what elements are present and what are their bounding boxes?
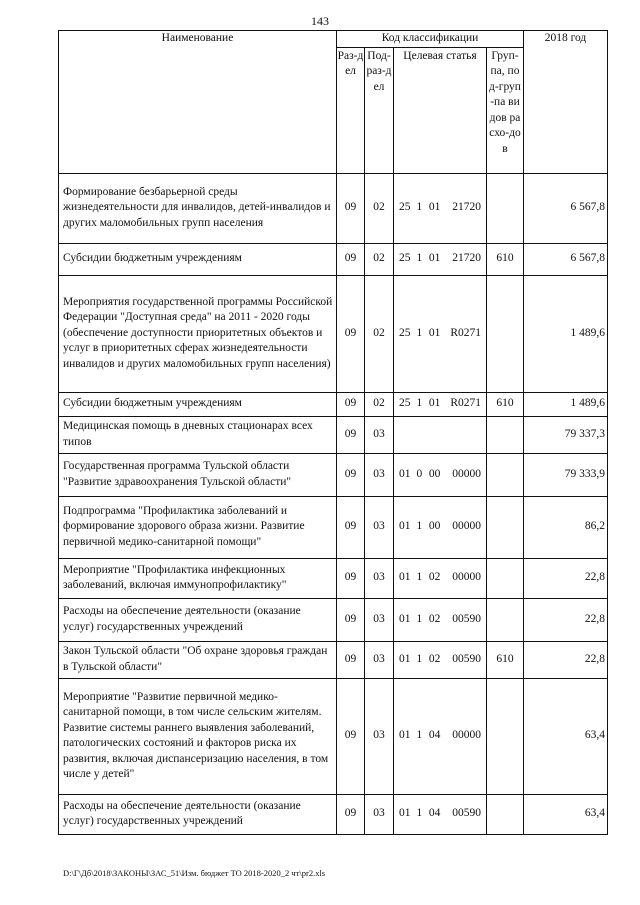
article-part-a4: 00000 <box>452 571 481 584</box>
row-podrazdel: 03 <box>365 496 394 558</box>
article-part-a3: 00 <box>428 520 441 533</box>
table-body <box>59 173 608 834</box>
row-name: Расходы на обеспечение деятельности (оказание услуг) государственных учреждений <box>59 598 337 641</box>
row-name: Государственная программа Тульской области "Развитие здравоохранения Тульской области" <box>59 453 337 496</box>
table-row <box>59 558 608 598</box>
row-razdel: 09 <box>337 453 365 496</box>
article-part-a2: 1 <box>416 807 423 820</box>
row-podrazdel: 03 <box>365 416 394 453</box>
article-part-a2: 1 <box>416 397 423 410</box>
row-razdel: 09 <box>337 275 365 392</box>
row-article <box>394 416 487 453</box>
article-part-a3: 01 <box>428 326 441 339</box>
article-part-a3: 01 <box>428 201 441 214</box>
row-amount: 86,2 <box>524 496 608 558</box>
article-part-a1: 01 <box>399 571 411 584</box>
table-row <box>59 794 608 834</box>
row-podrazdel: 03 <box>365 794 394 834</box>
row-name: Мероприятие "Профилактика инфекционных заболеваний, включая иммунопрофилактику" <box>59 558 337 598</box>
row-article <box>394 641 487 678</box>
article-part-a4: 00590 <box>452 612 481 625</box>
row-name: Закон Тульской области "Об охране здоровья граждан в Тульской области" <box>59 641 337 678</box>
table-row <box>59 641 608 678</box>
article-part-a2: 1 <box>416 652 423 665</box>
article-part-a2: 1 <box>416 729 423 742</box>
article-part-a3: 01 <box>428 397 441 410</box>
row-podrazdel: 02 <box>365 392 394 416</box>
row-group <box>487 275 524 392</box>
row-article <box>394 794 487 834</box>
article-part-a2: 1 <box>416 252 423 265</box>
article-part-a1: 01 <box>399 807 411 820</box>
header-article: Целевая статья <box>394 47 487 173</box>
row-amount: 22,8 <box>524 558 608 598</box>
row-group <box>487 453 524 496</box>
row-razdel: 09 <box>337 243 365 275</box>
row-article <box>394 275 487 392</box>
row-article <box>394 392 487 416</box>
header-podrazdel: Под-раз-дел <box>365 47 394 173</box>
article-part-a1: 01 <box>399 729 411 742</box>
row-razdel: 09 <box>337 416 365 453</box>
article-part-a1: 25 <box>399 397 411 410</box>
article-part-a2: 0 <box>416 467 423 480</box>
article-part-a1: 25 <box>399 326 411 339</box>
row-razdel: 09 <box>337 392 365 416</box>
row-razdel: 09 <box>337 678 365 794</box>
article-part-a1: 01 <box>399 467 411 480</box>
article-part-a3: 04 <box>428 729 441 742</box>
article-part-a3: 02 <box>428 652 441 665</box>
row-razdel: 09 <box>337 496 365 558</box>
row-group <box>487 496 524 558</box>
row-name: Субсидии бюджетным учреждениям <box>59 392 337 416</box>
article-part-a1: 01 <box>399 520 411 533</box>
row-podrazdel: 03 <box>365 641 394 678</box>
row-group: 610 <box>487 641 524 678</box>
article-part-a4: 00000 <box>452 520 481 533</box>
row-amount: 6 567,8 <box>524 173 608 243</box>
row-amount: 1 489,6 <box>524 392 608 416</box>
article-part-a2: 1 <box>416 201 423 214</box>
header-name: Наименование <box>59 31 337 174</box>
article-part-a4: 00590 <box>452 652 481 665</box>
article-part-a1: 01 <box>399 652 411 665</box>
row-podrazdel: 02 <box>365 173 394 243</box>
row-article <box>394 558 487 598</box>
row-group <box>487 416 524 453</box>
row-amount: 63,4 <box>524 678 608 794</box>
row-group <box>487 598 524 641</box>
article-part-a4: R0271 <box>450 397 481 410</box>
row-article <box>394 173 487 243</box>
article-part-a3: 01 <box>428 252 441 265</box>
table-row <box>59 598 608 641</box>
row-podrazdel: 02 <box>365 243 394 275</box>
file-path-footer: D:\Г\Дб\2018\ЗАКОНЫ\ЗАС_51\Изм. бюджет ТО 2018-2020_2 чт\pr2.xls <box>63 868 326 878</box>
row-name: Медицинская помощь в дневных стационарах всех типов <box>59 416 337 453</box>
row-amount: 22,8 <box>524 641 608 678</box>
article-part-a2: 1 <box>416 571 423 584</box>
header-razdel: Раз-дел <box>337 47 365 173</box>
row-podrazdel: 03 <box>365 558 394 598</box>
row-name: Мероприятие "Развитие первичной медико-санитарной помощи, в том числе сельским жителям. Развитие системы раннего выявления заболеваний, патологических состояний и факторов риска их развития, включая диспансеризацию населения, в том числе у детей" <box>59 678 337 794</box>
article-part-a2: 1 <box>416 612 423 625</box>
table-row <box>59 173 608 243</box>
article-part-a4: 21720 <box>452 201 481 214</box>
budget-table <box>58 30 608 835</box>
article-part-a3: 00 <box>428 467 441 480</box>
row-razdel: 09 <box>337 794 365 834</box>
row-article <box>394 678 487 794</box>
article-part-a4: 00590 <box>452 807 481 820</box>
row-article <box>394 243 487 275</box>
article-part-a4: 00000 <box>452 729 481 742</box>
table-row <box>59 416 608 453</box>
row-amount: 79 333,9 <box>524 453 608 496</box>
row-name: Формирование безбарьерной среды жизнедеятельности для инвалидов, детей-инвалидов и других маломобильных групп населения <box>59 173 337 243</box>
row-amount: 22,8 <box>524 598 608 641</box>
row-podrazdel: 03 <box>365 453 394 496</box>
row-group <box>487 558 524 598</box>
row-name: Подпрограмма "Профилактика заболеваний и формирование здорового образа жизни. Развитие первичной медико-санитарной помощи" <box>59 496 337 558</box>
row-razdel: 09 <box>337 641 365 678</box>
row-group: 610 <box>487 392 524 416</box>
row-razdel: 09 <box>337 173 365 243</box>
row-group <box>487 173 524 243</box>
row-name: Мероприятия государственной программы Российской Федерации "Доступная среда" на 2011 - 2020 годы (обеспечение доступности приоритетных объектов и услуг в приоритетных сферах жизнедеятельности инвалидов и других маломобильных групп населения) <box>59 275 337 392</box>
row-podrazdel: 02 <box>365 275 394 392</box>
header-group: Груп-па, под-груп-па видов расхо-дов <box>487 47 524 173</box>
article-part-a1: 25 <box>399 201 411 214</box>
header-code: Код классификации <box>337 31 524 48</box>
table-row <box>59 678 608 794</box>
row-amount: 79 337,3 <box>524 416 608 453</box>
article-part-a1: 25 <box>399 252 411 265</box>
row-razdel: 09 <box>337 558 365 598</box>
article-part-a3: 02 <box>428 571 441 584</box>
row-name: Расходы на обеспечение деятельности (оказание услуг) государственных учреждений <box>59 794 337 834</box>
row-podrazdel: 03 <box>365 678 394 794</box>
row-amount: 6 567,8 <box>524 243 608 275</box>
page-number: 143 <box>311 14 329 28</box>
row-article <box>394 598 487 641</box>
table-row <box>59 453 608 496</box>
row-group: 610 <box>487 243 524 275</box>
row-group <box>487 794 524 834</box>
article-part-a4: 21720 <box>452 252 481 265</box>
row-name: Субсидии бюджетным учреждениям <box>59 243 337 275</box>
table-row <box>59 243 608 275</box>
row-article <box>394 453 487 496</box>
row-article <box>394 496 487 558</box>
row-amount: 63,4 <box>524 794 608 834</box>
article-part-a1: 01 <box>399 612 411 625</box>
row-razdel: 09 <box>337 598 365 641</box>
article-part-a4: R0271 <box>450 326 481 339</box>
header-year: 2018 год <box>524 31 608 174</box>
table-row <box>59 275 608 392</box>
article-part-a2: 1 <box>416 326 423 339</box>
row-podrazdel: 03 <box>365 598 394 641</box>
article-part-a3: 04 <box>428 807 441 820</box>
article-part-a4: 00000 <box>452 467 481 480</box>
article-part-a3: 02 <box>428 612 441 625</box>
article-part-a2: 1 <box>416 520 423 533</box>
table-row <box>59 496 608 558</box>
row-group <box>487 678 524 794</box>
table-row <box>59 392 608 416</box>
row-amount: 1 489,6 <box>524 275 608 392</box>
